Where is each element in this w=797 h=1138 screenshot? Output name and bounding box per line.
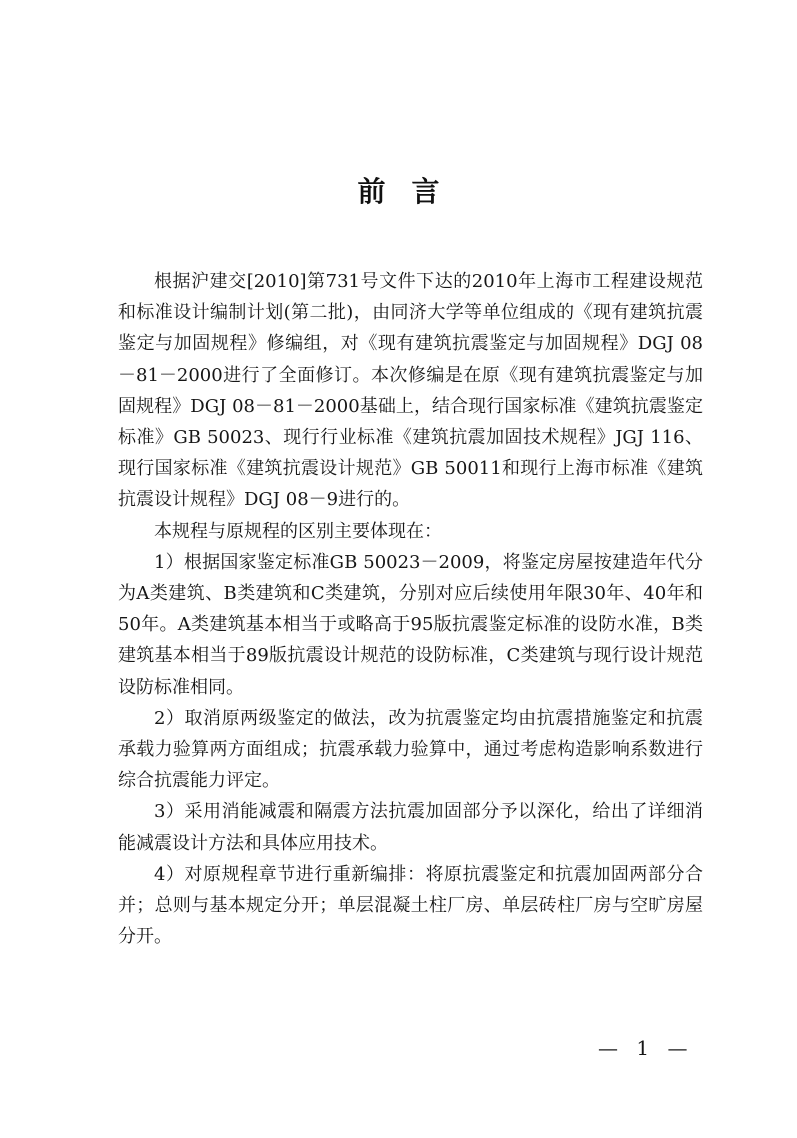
paragraph-item-3: 3）采用消能减震和隔震方法抗震加固部分予以深化，给出了详细消能减震设计方法和具体应用技术。 xyxy=(118,801,703,854)
paragraph-intro: 根据沪建交[2010]第731号文件下达的2010年上海市工程建设规范和标准设计编制计划(第二批)，由同济大学等单位组成的《现有建筑抗震鉴定与加固规程》修编组，对《现有建筑抗震鉴定与加固规程》DGJ 08－81－2000进行了全面修订。本次修编是在原《现有建筑抗震鉴定与加固规程》DGJ 08－81－2000基础上，结合现行国家标准《建筑抗震鉴定标准》GB 50023、现行行业标准《建筑抗震加固技术规程》JGJ 116、现行国家标准《建筑抗震设计规范》GB 50011和现行上海市标准《建筑抗震设计规程》DGJ 08－9进行的。 xyxy=(118,271,703,511)
body-text xyxy=(118,266,703,952)
paragraph-differences-lead: 本规程与原规程的区别主要体现在： xyxy=(154,520,442,542)
paragraph-item-4: 4）对原规程章节进行重新编排：将原抗震鉴定和抗震加固两部分合并；总则与基本规定分开；单层混凝土柱厂房、单层砖柱厂房与空旷房屋分开。 xyxy=(118,863,703,948)
paragraph-item-1: 1）根据国家鉴定标准GB 50023－2009，将鉴定房屋按建造年代分为A类建筑、B类建筑和C类建筑，分别对应后续使用年限30年、40年和50年。A类建筑基本相当于或略高于95版抗震鉴定标准的设防水准，B类建筑基本相当于89版抗震设计规范的设防标准，C类建筑与现行设计规范设防标准相同。 xyxy=(118,551,703,698)
page-title: 前言 xyxy=(357,175,466,208)
page-number: — 1 — xyxy=(598,1036,694,1060)
paragraph-item-2: 2）取消原两级鉴定的做法，改为抗震鉴定均由抗震措施鉴定和抗震承载力验算两方面组成；抗震承载力验算中，通过考虑构造影响系数进行综合抗震能力评定。 xyxy=(118,707,703,792)
